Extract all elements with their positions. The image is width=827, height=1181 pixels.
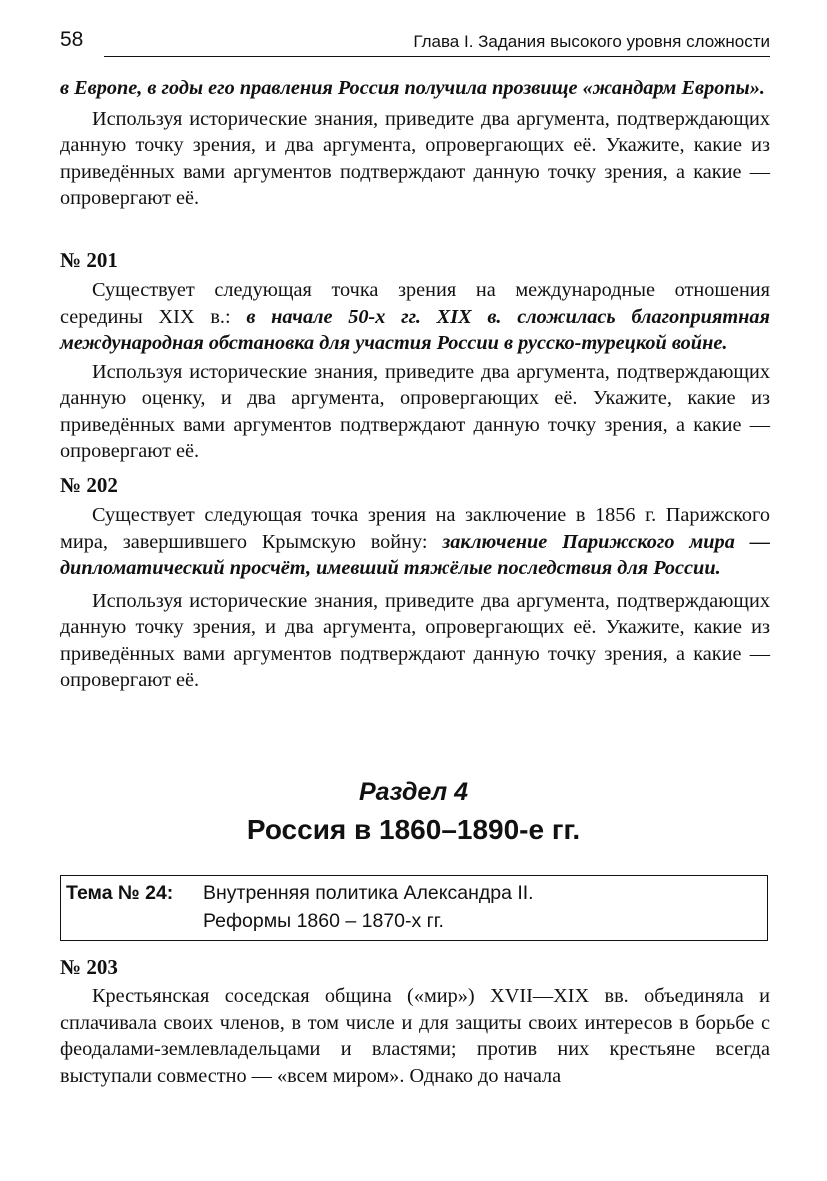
continuation-block [60,75,770,212]
chapter-title: Глава I. Задания высокого уровня сложности [413,32,770,51]
task-number-202: № 202 [60,473,118,497]
task-202-instruction: Используя исторические знания, приведите два аргумента, подтверждающих данную точку зрения, и два аргумента, опровергающих её. Укажите, какие из приведённых вами аргументов подтверждают данную точку зрения, а какие — опровергают её. [60,589,770,691]
task-201-instruction: Используя исторические знания, приведите два аргумента, подтверждающих данную оценку, и два аргумента, опровергающих её. Укажите, какие из приведённых вами аргументов подтверждают данную точку зрения, а какие — опровергают её. [60,360,770,462]
topic-label: Тема № 24: [66,882,174,904]
task-number-203: № 203 [60,955,118,979]
task-202-statement-italic: заключение Парижского мира — дипломатический просчёт, имевший тяжёлые последствия для России. [60,530,770,579]
section-label: Раздел 4 [358,778,469,806]
task-number-201: № 201 [60,248,118,272]
task-201-statement [60,277,770,357]
section-title: Россия в 1860–1890-е гг. [246,814,581,845]
page-number: 58 [60,28,84,51]
task-202-block [60,502,770,694]
topic-line-1: Внутренняя политика Александра II. [203,882,534,904]
task-203-block [60,983,770,1089]
continuation-instruction: Используя исторические знания, приведите два аргумента, подтверждающих данную точку зрения, и два аргумента, опровергающих её. Укажите, какие из приведённых вами аргументов подтверждают данную точку зрения, а какие — опровергают её. [60,107,770,209]
running-head [60,28,770,58]
topic-box [60,875,768,941]
task-201-block [60,277,770,465]
task-203-text: Крестьянская соседская община («мир») XVII—XIX вв. объединяла и сплачивала своих членов, в том числе и для защиты своих интересов в борьбе с феодалами-землевладельцами и властями; против них крестьяне всегда выступали совместно — «всем миром». Однако до начала [60,985,770,1087]
header-rule [104,56,770,57]
task-201-statement-plain: Существует следующая точка зрения на международные отношения середины XIX в.: [60,279,770,328]
topic-line-2: Реформы 1860 – 1870-х гг. [203,910,444,932]
task-202-statement [60,502,770,582]
task-201-statement-italic: в начале 50-х гг. XIX в. сложилась благоприятная международная обстановка для участия России в русско-турецкой войне. [60,305,771,354]
task-202-statement-plain: Существует следующая точка зрения на заключение в 1856 г. Парижского мира, завершившего Крымскую войну: [60,504,770,553]
continuation-italic: в Европе, в годы его правления Россия получила прозвище «жандарм Европы». [60,77,765,99]
